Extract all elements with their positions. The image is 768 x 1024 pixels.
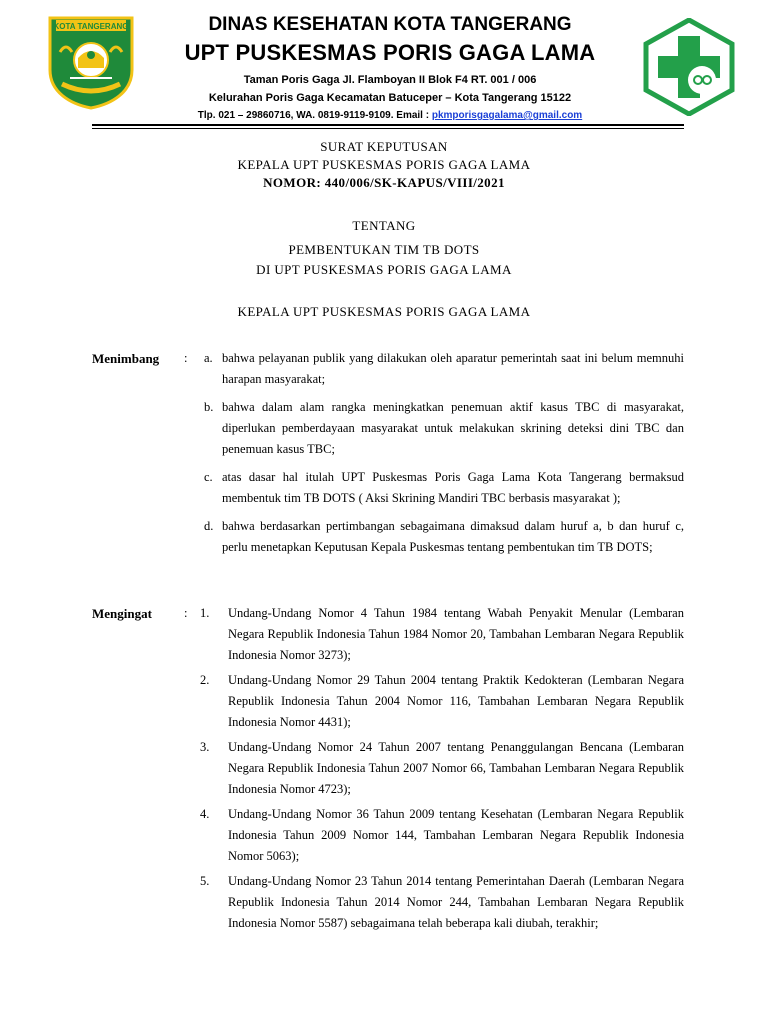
decree-number: NOMOR: 440/006/SK-KAPUS/VIII/2021 bbox=[263, 175, 505, 190]
list-item-mark: b. bbox=[204, 400, 214, 414]
list-item bbox=[92, 603, 684, 666]
mengingat-section bbox=[92, 603, 684, 938]
crest-banner-text: KOTA TANGERANG bbox=[53, 22, 129, 31]
list-item-text: Undang-Undang Nomor 23 Tahun 2014 tentang Pemerintahan Daerah (Lembaran Negara Republik Indonesia Tahun 2014 Nomor 244, Tambahan Lembaran Negara Republik Indonesia Nomor 5587) sebagaimana telah beberapa kali diubah, terakhir; bbox=[228, 874, 684, 930]
contact-line bbox=[150, 108, 630, 124]
decree-subject bbox=[0, 240, 768, 280]
list-item-text: Undang-Undang Nomor 36 Tahun 2009 tentang Kesehatan (Lembaran Negara Republik Indonesia Tahun 2009 Nomor 144, Tambahan Lembaran Negara Republik Indonesia Nomor 5063); bbox=[228, 807, 684, 863]
list-item-mark: 2. bbox=[200, 673, 210, 687]
list-item-mark: 5. bbox=[200, 874, 210, 888]
list-item bbox=[92, 348, 684, 390]
letterhead bbox=[0, 0, 768, 130]
contact-prefix: Tlp. 021 – 29860716, WA. 0819-9119-9109. Email : bbox=[197, 110, 432, 121]
city-crest-logo bbox=[42, 12, 140, 110]
list-item bbox=[92, 516, 684, 558]
list-item-mark: d. bbox=[204, 519, 214, 533]
list-item-text: bahwa pelayanan publik yang dilakukan oleh aparatur pemerintah saat ini belum memnuhi harapan masyarakat; bbox=[222, 351, 684, 386]
list-item-text: Undang-Undang Nomor 4 Tahun 1984 tentang Wabah Penyakit Menular (Lembaran Negara Republik Indonesia Tahun 1984 Nomor 20, Tambahan Lembaran Negara Republik Indonesia Nomor 3273); bbox=[228, 606, 684, 662]
list-item bbox=[92, 737, 684, 800]
address-line-2: Kelurahan Poris Gaga Kecamatan Batuceper – Kota Tangerang 15122 bbox=[208, 92, 572, 104]
menimbang-colon: : bbox=[184, 351, 188, 365]
list-item-text: atas dasar hal itulah UPT Puskesmas Poris Gaga Lama Kota Tangerang bermaksud membentuk tim TB DOTS ( Aksi Skrining Mandiri TBC berbasis masyarakat ); bbox=[222, 470, 684, 505]
list-item-mark: a. bbox=[204, 351, 213, 365]
address-line-1: Taman Poris Gaga Jl. Flamboyan II Blok F4 RT. 001 / 006 bbox=[243, 74, 537, 86]
list-item bbox=[92, 871, 684, 934]
tentang-heading: TENTANG bbox=[352, 218, 416, 233]
city-crest-icon bbox=[42, 12, 140, 110]
list-item-mark: 4. bbox=[200, 807, 210, 821]
list-item-mark: 1. bbox=[200, 606, 210, 620]
kepala-heading: KEPALA UPT PUSKESMAS PORIS GAGA LAMA bbox=[237, 304, 531, 319]
list-item bbox=[92, 670, 684, 733]
list-item bbox=[92, 397, 684, 460]
puskesmas-cross-icon bbox=[640, 18, 738, 116]
list-item-mark: c. bbox=[204, 470, 213, 484]
list-item-text: bahwa berdasarkan pertimbangan sebagaimana dimaksud dalam huruf a, b dan huruf c, perlu menetapkan Keputusan Kepala Puskesmas tentang pembentukan tim TB DOTS; bbox=[222, 519, 684, 554]
document-title bbox=[0, 138, 768, 192]
menimbang-section bbox=[92, 348, 684, 565]
unit-name: UPT PUSKESMAS PORIS GAGA LAMA bbox=[184, 40, 596, 65]
subject-line-2: DI UPT PUSKESMAS PORIS GAGA LAMA bbox=[256, 262, 512, 277]
letterhead-rule-thin bbox=[92, 128, 684, 129]
list-item-text: Undang-Undang Nomor 24 Tahun 2007 tentang Penanggulangan Bencana (Lembaran Negara Republik Indonesia Tahun 2007 Nomor 66, Tambahan Lembaran Negara Republik Indonesia Nomor 4723); bbox=[228, 740, 684, 796]
puskesmas-logo bbox=[640, 18, 738, 116]
list-item-mark: 3. bbox=[200, 740, 210, 754]
letterhead-rule-thick bbox=[92, 124, 684, 126]
list-item-text: bahwa dalam alam rangka meningkatkan penemuan aktif kasus TBC di masyarakat, diperlukan pemberdayaan masyarakat untuk melakukan skrining deteksi dini TBC dan penemuan kasus TBC; bbox=[222, 400, 684, 456]
list-item bbox=[92, 804, 684, 867]
mengingat-label: Mengingat bbox=[92, 606, 152, 621]
email-link[interactable]: pkmporisgagalama@gmail.com bbox=[431, 110, 583, 121]
subject-line-1: PEMBENTUKAN TIM TB DOTS bbox=[288, 242, 480, 257]
title-line-2: KEPALA UPT PUSKESMAS PORIS GAGA LAMA bbox=[237, 157, 531, 172]
letterhead-text bbox=[150, 12, 630, 124]
list-item bbox=[92, 467, 684, 509]
mengingat-colon: : bbox=[184, 606, 188, 620]
list-item-text: Undang-Undang Nomor 29 Tahun 2004 tentang Praktik Kedokteran (Lembaran Negara Republik Indonesia Tahun 2004 Nomor 116, Tambahan Lembaran Negara Republik Indonesia Nomor 4431); bbox=[228, 673, 684, 729]
menimbang-label: Menimbang bbox=[92, 351, 160, 366]
org-name: DINAS KESEHATAN KOTA TANGERANG bbox=[208, 14, 572, 35]
title-line-1: SURAT KEPUTUSAN bbox=[320, 139, 448, 154]
